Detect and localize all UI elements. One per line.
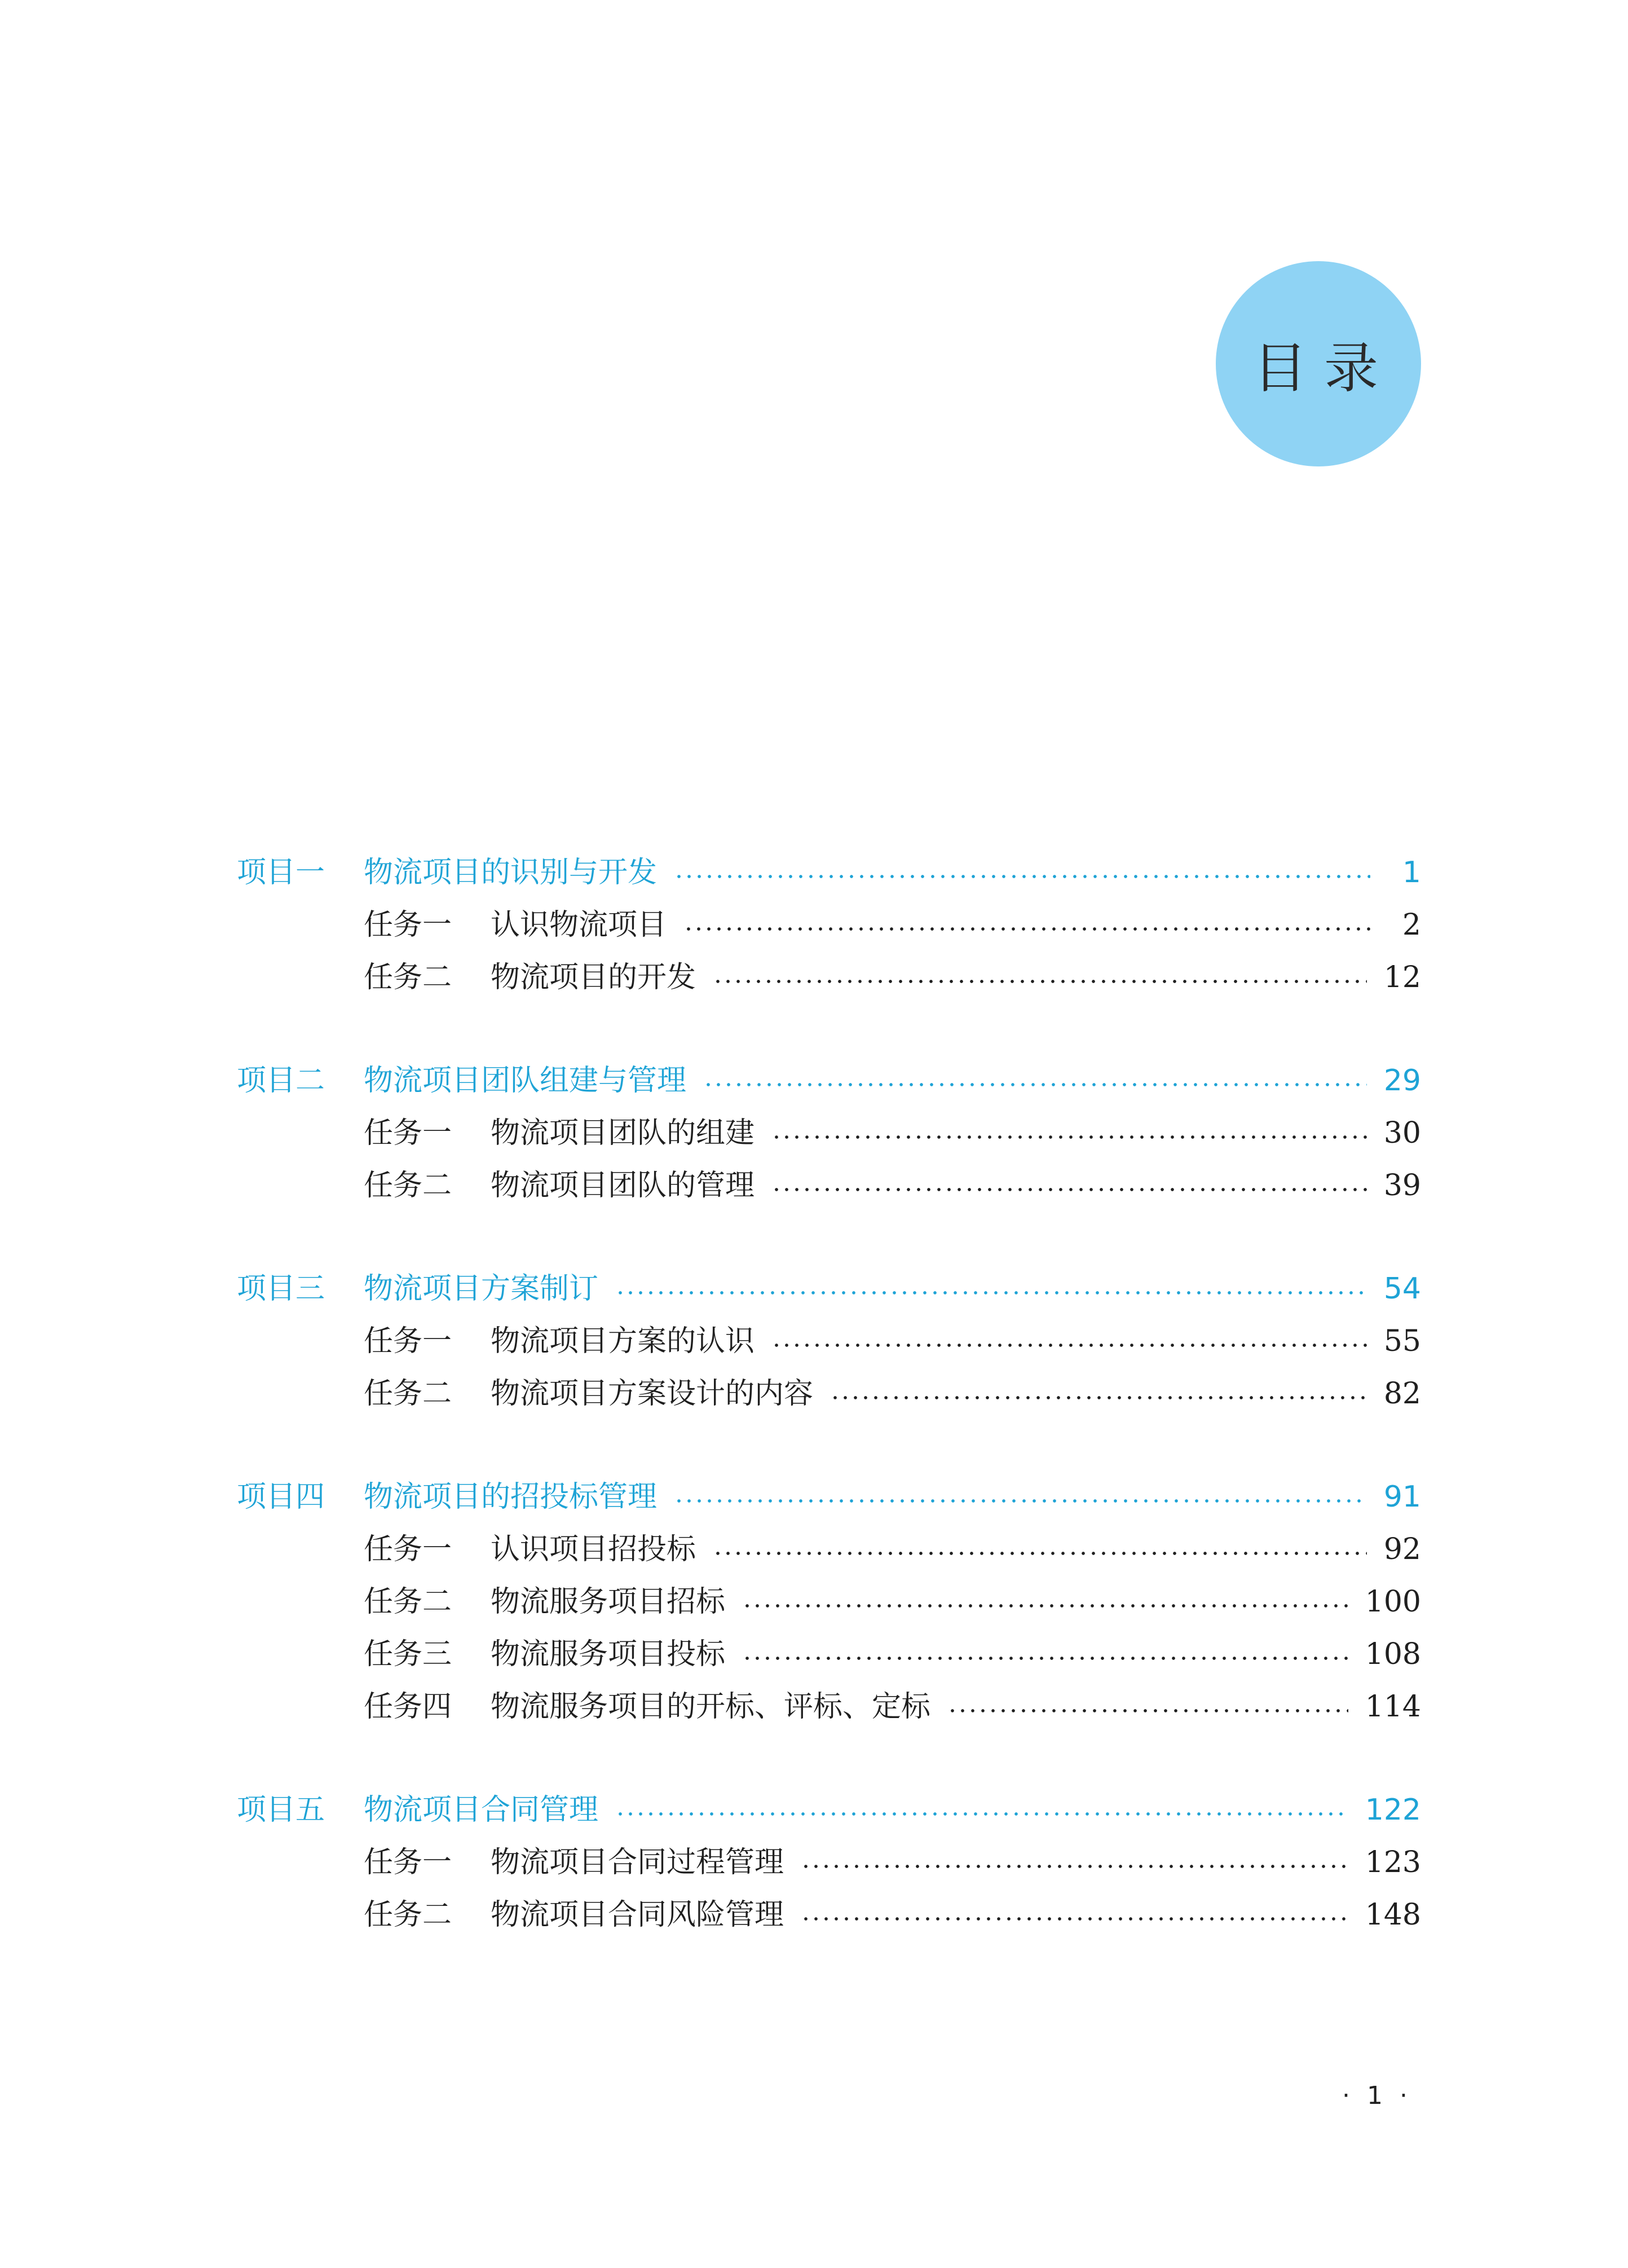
dot-leader <box>674 874 1370 879</box>
task-label: 任务二 <box>364 1376 452 1411</box>
table-of-contents <box>237 846 1421 1992</box>
task-label: 任务一 <box>364 1845 452 1879</box>
project-title: 物流项目的识别与开发 <box>364 855 658 889</box>
task-label: 任务一 <box>364 908 452 942</box>
page-number: 12 <box>1383 960 1421 994</box>
page-number: 54 <box>1383 1271 1421 1306</box>
project-label: 项目三 <box>237 1271 325 1306</box>
toc-title-badge <box>1216 261 1421 466</box>
task-title: 物流项目方案设计的内容 <box>491 1376 814 1411</box>
page-number: 1 <box>1402 855 1421 889</box>
project-title: 物流项目的招投标管理 <box>364 1479 658 1514</box>
project-label: 项目一 <box>237 855 325 889</box>
toc-project-entry[interactable] <box>237 1054 1421 1107</box>
task-title: 物流项目团队的组建 <box>491 1116 755 1150</box>
page-number: 92 <box>1383 1532 1421 1566</box>
dot-leader <box>615 1290 1367 1296</box>
task-label: 任务一 <box>364 1532 452 1566</box>
toc-project-entry[interactable] <box>237 1470 1421 1523</box>
toc-task-entry[interactable] <box>237 899 1421 951</box>
toc-task-entry[interactable] <box>237 1523 1421 1575</box>
dot-leader <box>683 926 1370 932</box>
task-title: 物流服务项目招标 <box>491 1584 726 1619</box>
toc-task-entry[interactable] <box>237 1159 1421 1212</box>
toc-project-entry[interactable] <box>237 846 1421 899</box>
task-title: 物流服务项目投标 <box>491 1637 726 1671</box>
dot-leader <box>801 1916 1348 1922</box>
toc-section <box>237 1262 1421 1420</box>
toc-task-entry[interactable] <box>237 1315 1421 1367</box>
dot-leader <box>713 1551 1367 1556</box>
project-label: 项目四 <box>237 1479 325 1514</box>
task-title: 物流项目的开发 <box>491 960 696 994</box>
task-title: 物流项目方案的认识 <box>491 1324 755 1358</box>
project-title: 物流项目合同管理 <box>364 1793 599 1827</box>
task-title: 物流项目合同过程管理 <box>491 1845 784 1879</box>
task-label: 任务二 <box>364 1584 452 1619</box>
dot-leader <box>801 1864 1348 1869</box>
toc-task-entry[interactable] <box>237 1680 1421 1733</box>
dot-leader <box>771 1187 1367 1192</box>
footer-page-number: · 1 · <box>1342 2081 1412 2110</box>
page-number: 148 <box>1365 1897 1421 1932</box>
dot-leader <box>830 1395 1367 1401</box>
project-label: 项目二 <box>237 1063 325 1098</box>
task-label: 任务二 <box>364 1897 452 1932</box>
task-title: 认识项目招投标 <box>491 1532 696 1566</box>
toc-section <box>237 1470 1421 1733</box>
dot-leader <box>713 979 1367 984</box>
task-title: 物流项目合同风险管理 <box>491 1897 784 1932</box>
task-title: 认识物流项目 <box>491 908 667 942</box>
dot-leader <box>742 1655 1348 1661</box>
page-number: 108 <box>1365 1637 1421 1671</box>
dot-leader <box>771 1134 1367 1140</box>
toc-task-entry[interactable] <box>237 1888 1421 1941</box>
toc-section <box>237 1054 1421 1212</box>
dot-leader <box>771 1342 1367 1348</box>
task-label: 任务二 <box>364 1168 452 1203</box>
project-title: 物流项目方案制订 <box>364 1271 599 1306</box>
toc-task-entry[interactable] <box>237 1628 1421 1680</box>
task-title: 物流服务项目的开标、评标、定标 <box>491 1689 931 1724</box>
task-label: 任务二 <box>364 960 452 994</box>
task-label: 任务三 <box>364 1637 452 1671</box>
dot-leader <box>615 1811 1348 1817</box>
dot-leader <box>703 1082 1367 1087</box>
dot-leader <box>947 1708 1348 1714</box>
toc-section <box>237 846 1421 1003</box>
task-label: 任务一 <box>364 1324 452 1358</box>
task-label: 任务四 <box>364 1689 452 1724</box>
page-number: 123 <box>1365 1845 1421 1879</box>
page-number: 91 <box>1383 1479 1421 1514</box>
task-title: 物流项目团队的管理 <box>491 1168 755 1203</box>
dot-leader <box>674 1498 1367 1504</box>
project-title: 物流项目团队组建与管理 <box>364 1063 687 1098</box>
toc-section <box>237 1783 1421 1941</box>
page-number: 55 <box>1383 1324 1421 1358</box>
page-number: 30 <box>1383 1116 1421 1150</box>
toc-task-entry[interactable] <box>237 1836 1421 1888</box>
task-label: 任务一 <box>364 1116 452 1150</box>
toc-task-entry[interactable] <box>237 1575 1421 1628</box>
project-label: 项目五 <box>237 1793 325 1827</box>
page-number: 122 <box>1365 1793 1421 1827</box>
toc-title: 目录 <box>1253 336 1395 400</box>
dot-leader <box>742 1603 1348 1609</box>
toc-project-entry[interactable] <box>237 1783 1421 1836</box>
toc-project-entry[interactable] <box>237 1262 1421 1315</box>
page-number: 114 <box>1365 1689 1421 1724</box>
page-number: 82 <box>1383 1376 1421 1411</box>
page-number: 100 <box>1365 1584 1421 1619</box>
page-number: 39 <box>1383 1168 1421 1203</box>
toc-task-entry[interactable] <box>237 951 1421 1003</box>
toc-task-entry[interactable] <box>237 1107 1421 1159</box>
toc-task-entry[interactable] <box>237 1367 1421 1420</box>
page-number: 29 <box>1383 1063 1421 1098</box>
page-number: 2 <box>1402 908 1421 942</box>
